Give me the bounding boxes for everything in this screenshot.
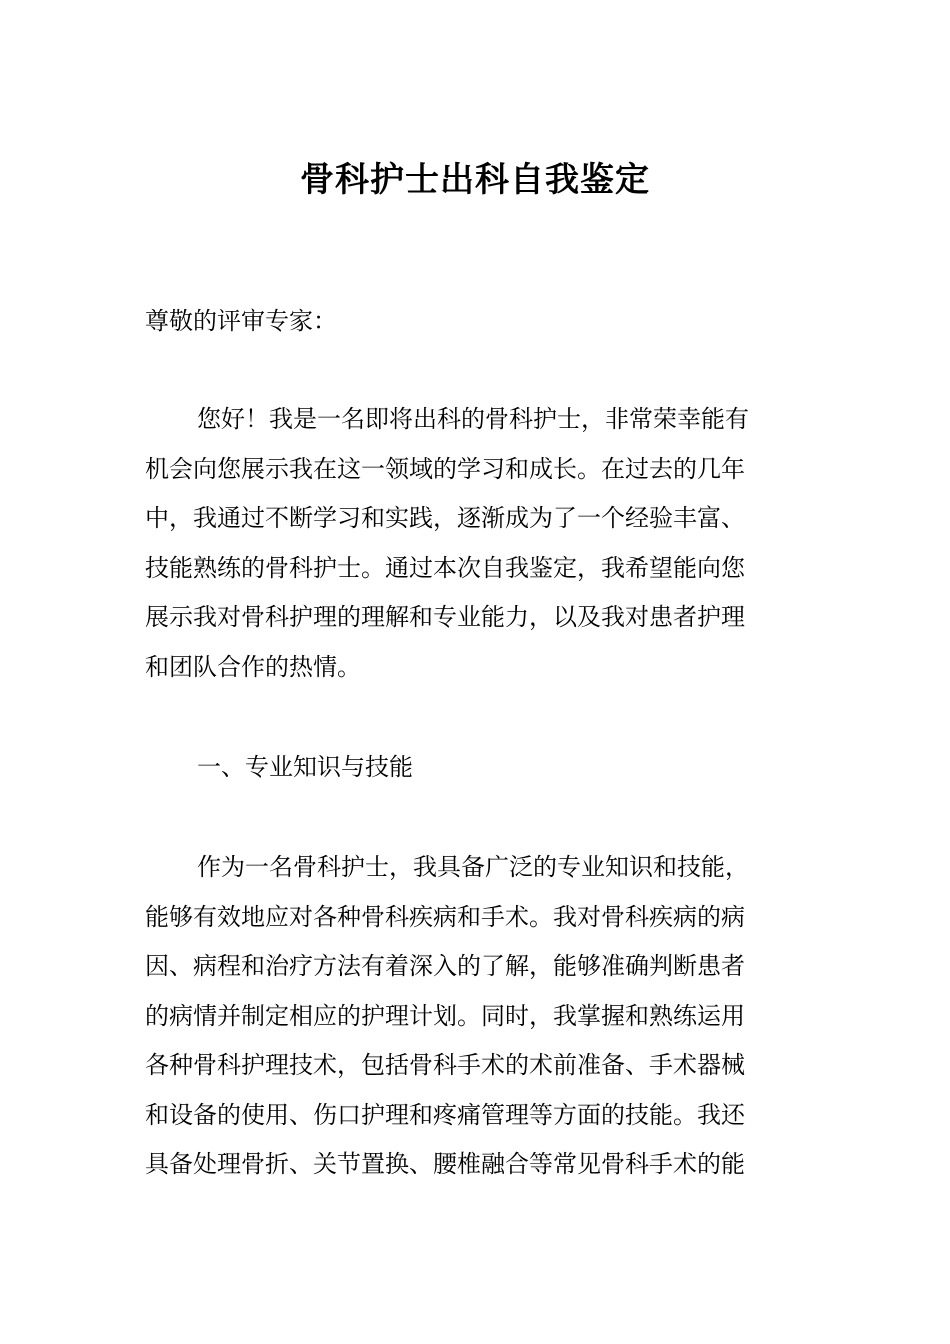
document-title: 骨科护士出科自我鉴定 xyxy=(300,160,650,200)
salutation xyxy=(145,297,807,347)
paragraph-line: 机会向您展示我在这一领域的学习和成长。在过去的几年 xyxy=(145,454,745,483)
paragraph-line: 和设备的使用、伤口护理和疼痛管理等方面的技能。我还 xyxy=(145,1100,745,1129)
paragraph-intro xyxy=(145,395,807,692)
paragraph-line: 技能熟练的骨科护士。通过本次自我鉴定，我希望能向您 xyxy=(145,553,745,582)
paragraph-line: 具备处理骨折、关节置换、腰椎融合等常见骨科手术的能 xyxy=(145,1150,745,1178)
paragraph-skills xyxy=(145,843,807,1190)
paragraph-line: 您好！我是一名即将出科的骨科护士，非常荣幸能有 xyxy=(197,405,749,433)
paragraph-line: 的病情并制定相应的护理计划。同时，我掌握和熟练运用 xyxy=(145,1001,745,1030)
paragraph-line: 能够有效地应对各种骨科疾病和手术。我对骨科疾病的病 xyxy=(145,902,745,931)
section-heading-text: 一、专业知识与技能 xyxy=(197,753,413,781)
paragraph-line: 因、病程和治疗方法有着深入的了解，能够准确判断患者 xyxy=(145,952,745,980)
section-heading xyxy=(145,743,807,793)
paragraph-line: 各种骨科护理技术，包括骨科手术的术前准备、手术器械 xyxy=(145,1051,745,1079)
paragraph-line: 作为一名骨科护士，我具备广泛的专业知识和技能， xyxy=(197,853,749,881)
paragraph-line: 中，我通过不断学习和实践，逐渐成为了一个经验丰富、 xyxy=(145,504,745,532)
paragraph-line: 和团队合作的热情。 xyxy=(145,652,361,681)
salutation-text: 尊敬的评审专家： xyxy=(145,307,337,335)
paragraph-line: 展示我对骨科护理的理解和专业能力，以及我对患者护理 xyxy=(145,603,745,631)
